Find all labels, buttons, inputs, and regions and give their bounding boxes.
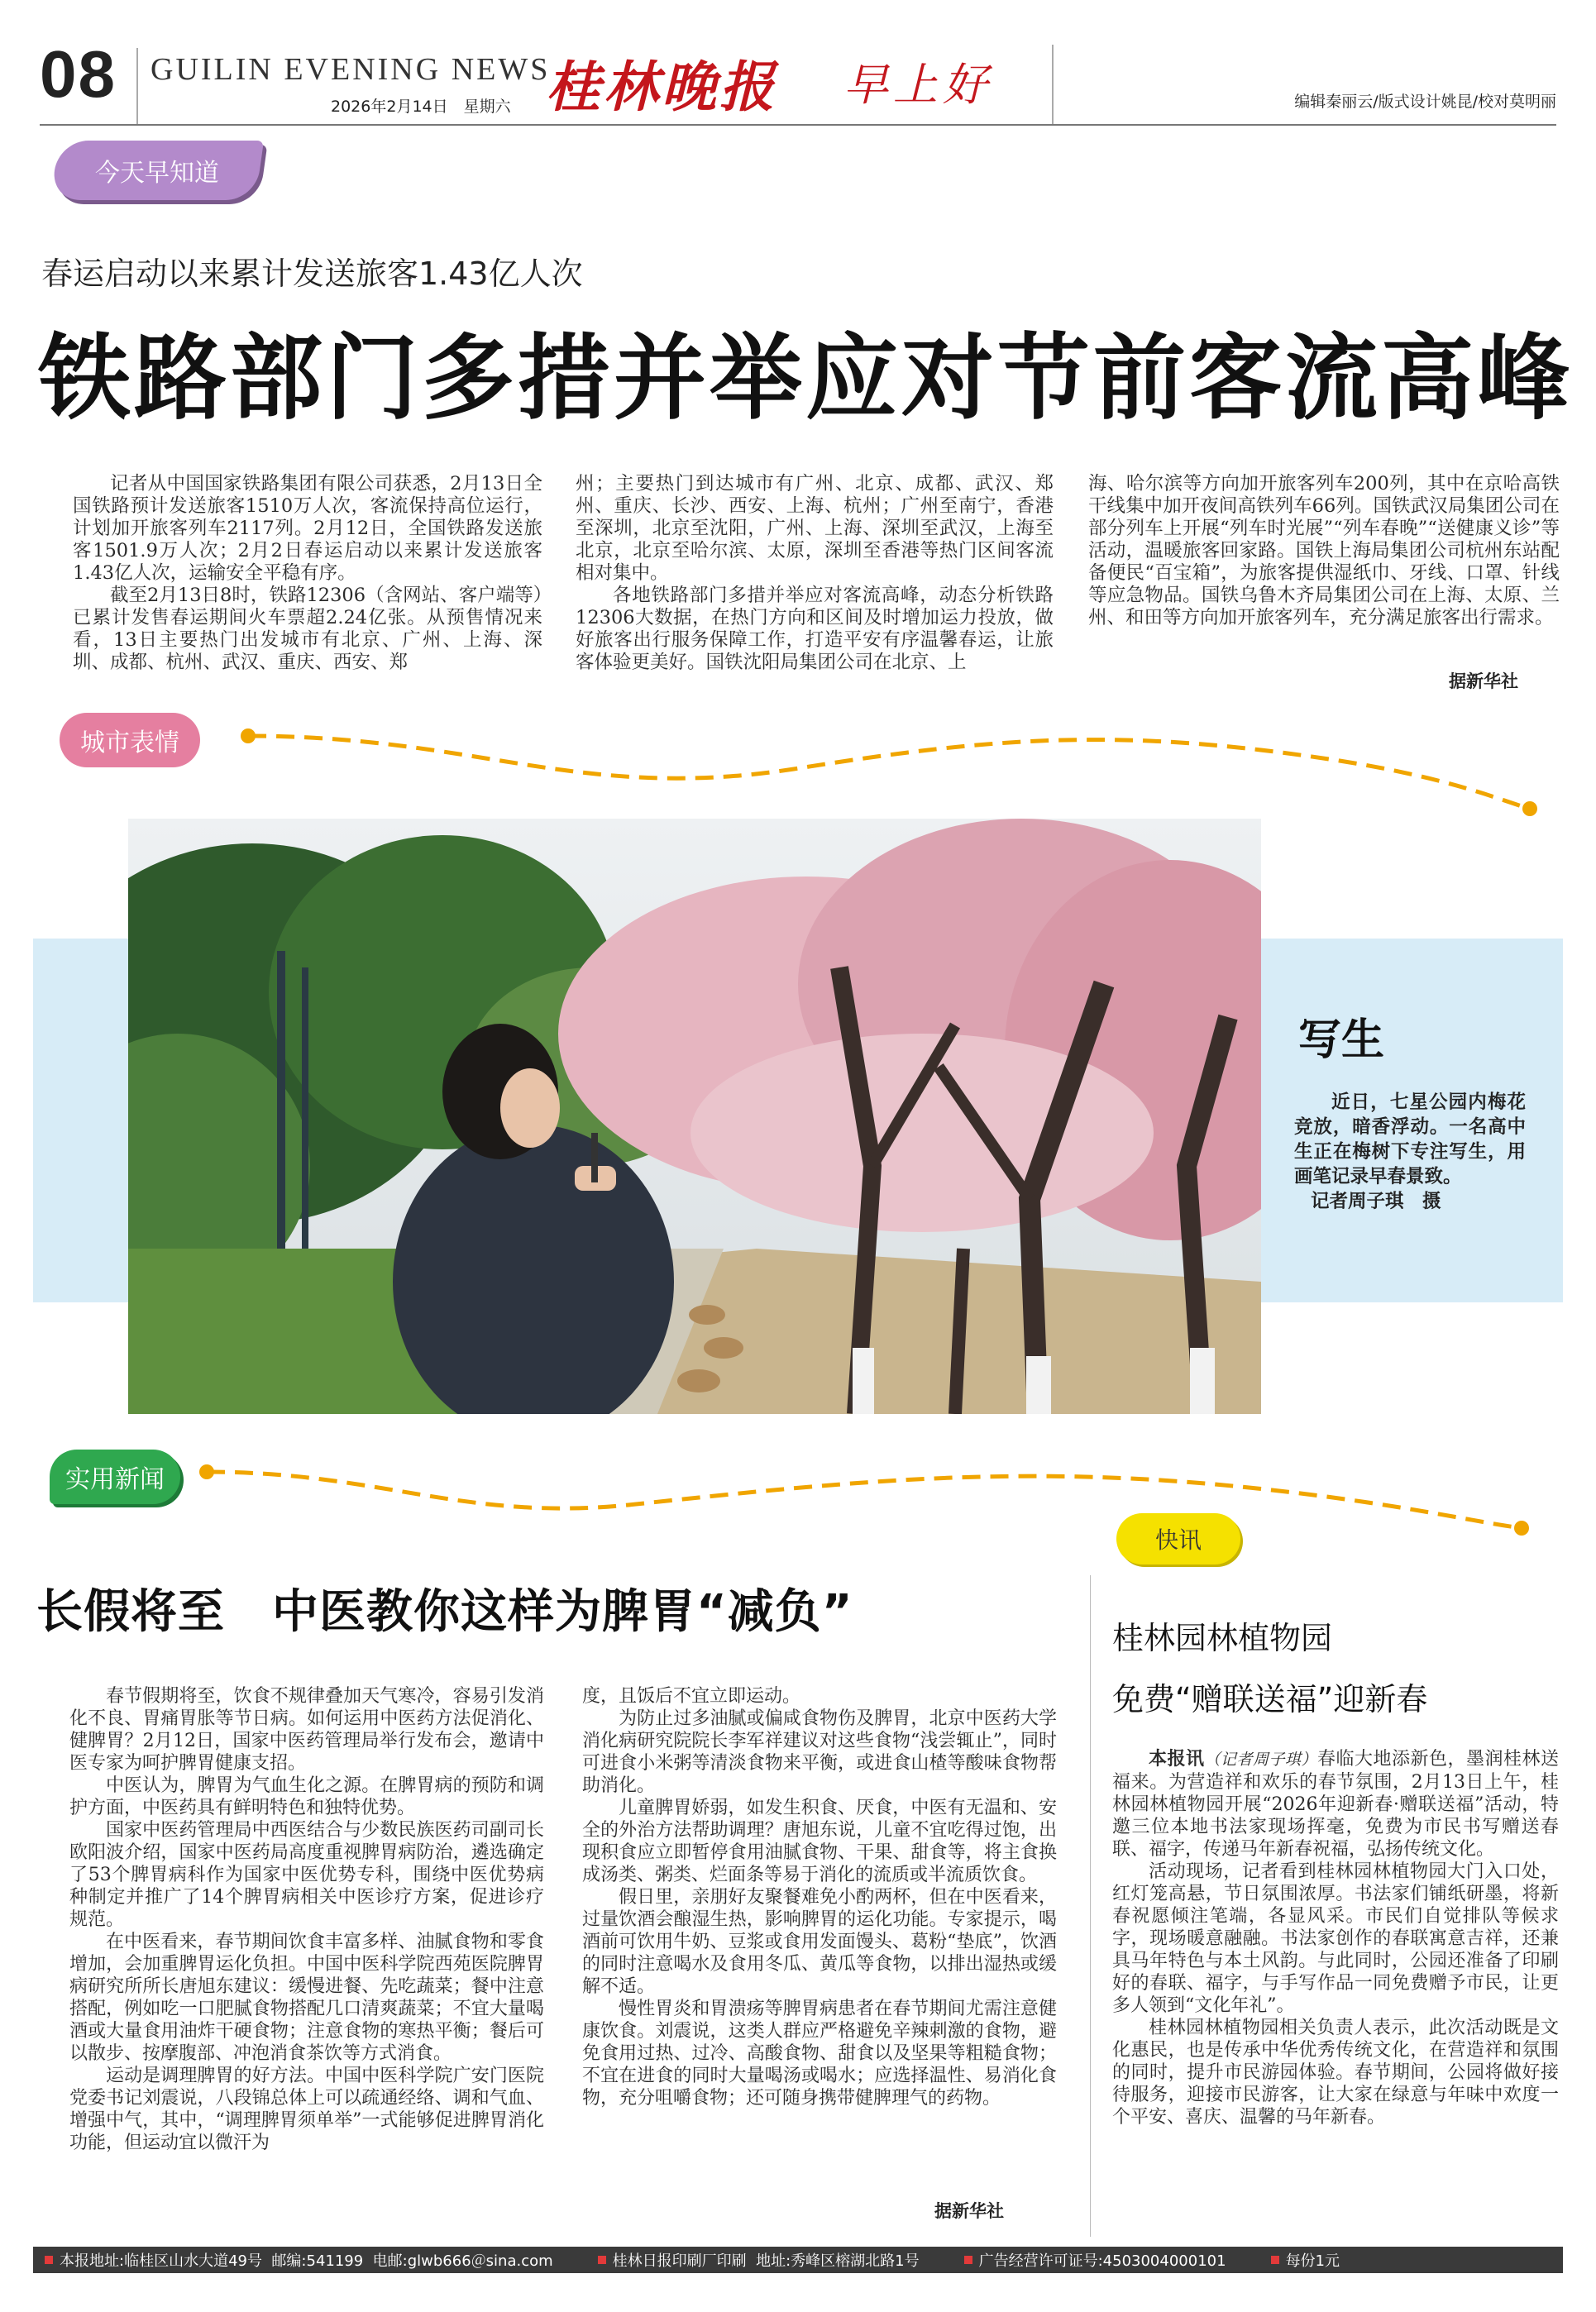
slogan: 早上好 xyxy=(843,59,992,111)
english-paper-name: GUILIN EVENING NEWS xyxy=(151,52,551,87)
lead-kicker: 春运启动以来累计发送旅客1.43亿人次 xyxy=(41,256,583,292)
tcm-column-1: 春节假期将至，饮食不规律叠加天气寒冷，容易引发消化不良、胃痛胃胀等节日病。如何运用中医药方法促消化、健脾胃？2月12日，国家中医药管理局举行发布会，邀请中医专家为呵护脾胃健康支招。 中医认为，脾胃为气血生化之源。在脾胃病的预防和调护方面，中医药具有鲜明特色和独特优势。 国家中医药管理局中西医结合与少数民族医药司副司长欧阳波介绍，国家中医药局高度重视脾胃病防治，遴选确定了53个脾胃病科作为国家中医优势专科，围绕中医优势病种制定并推广了14个脾胃病相关中医诊疗方案，促进诊疗规范。 在中医看来，春节期间饮食丰富多样、油腻食物和零食增加，会加重脾胃运化负担。中国中医科学院西苑医院脾胃病研究所所长唐旭东建议：缓慢进餐、先吃蔬菜；餐中注意搭配，例如吃一口肥腻食物搭配几口清爽蔬菜；不宜大量喝酒或大量食用油炸干硬食物；注意食物的寒热平衡；餐后可以散步、按摩腹部、冲泡消食茶饮等方式消食。 运动是调理脾胃的好方法。中国中医科学院广安门医院党委书记刘震说，八段锦总体上可以疏通经络、调和气血、增强中气，其中，“调理脾胃须单举”一式能够促进脾胃消化功能，但运动宜以微汗为 xyxy=(69,1686,544,2153)
page-number: 08 xyxy=(40,37,117,111)
lead-headline: 铁路部门多措并举应对节前客流高峰 xyxy=(38,325,1573,432)
footer-address: 本报地址:临桂区山水大道49号 邮编:541199 电邮:glwb666＠sina.com xyxy=(33,2249,553,2271)
plum-blossom-photo xyxy=(128,819,1261,1414)
editor-credits: 编辑秦丽云/版式设计姚昆/校对莫明丽 xyxy=(1294,93,1556,111)
section-tag-city: 城市表情 xyxy=(60,713,200,767)
photo-title: 写生 xyxy=(1298,1015,1385,1065)
lead-column-1: 记者从中国国家铁路集团有限公司获悉，2月13日全国铁路预计发送旅客1510万人次，客流保持高位运行，计划加开旅客列车2117列。2月12日，全国铁路发送旅客1501.9万人次；2月2日春运启动以来累计发送旅客1.43亿人次，运输安全平稳有序。 截至2月13日8时，铁路12306（含网站、客户端等）已累计发售春运期间火车票超2.24亿张。从预售情况来看，13日主要热门出发城市有北京、广州、上海、深圳、成都、杭州、武汉、重庆、西安、郑 xyxy=(73,473,542,673)
brief-body: 本报讯（记者周子琪）春临大地添新色，墨润桂林送福来。为营造祥和欢乐的春节氛围，2月13日上午，桂林园林植物园开展“2026年迎新春·赠联送福”活动，特邀三位本地书法家现场挥毫，免费为市民书写赠送春联、福字，传递马年新春祝福，弘扬传统文化。 活动现场，记者看到桂林园林植物园大门入口处，红灯笼高悬，节日氛围浓厚。书法家们铺纸研墨，将新春祝愿倾注笔端，各显风采。市民们自觉排队等候求字，现场暖意融融。书法家创作的春联寓意吉祥，还兼具马年特色与本土风韵。与此同时，公园还准备了印刷好的春联、福字，与手写作品一同免费赠予市民，让更多人领到“文化年礼”。 桂林园林植物园相关负责人表示，此次活动既是文化惠民，也是传承中华优秀传统文化，在营造祥和氛围的同时，提升市民游园体验。春节期间，公园将做好接待服务，迎接市民游客，让大家在绿意与年味中欢度一个平安、喜庆、温馨的马年新春。 xyxy=(1112,1748,1559,2128)
tcm-column-2: 度，且饭后不宜立即运动。 为防止过多油腻或偏咸食物伤及脾胃，北京中医药大学消化病研究院院长李军祥建议对这些食物“浅尝辄止”，同时可进食小米粥等清淡食物来平衡，或进食山楂等酸味食物帮助消化。 儿童脾胃娇弱，如发生积食、厌食，中医有无温和、安全的外治方法帮助调理？唐旭东说，儿童不宜吃得过饱，出现积食应立即暂停食用油腻食物、干果、甜食等，将主食换成汤类、粥类、烂面条等易于消化的流质或半流质饮食。 假日里，亲朋好友聚餐难免小酌两杯，但在中医看来，过量饮酒会酿湿生热，影响脾胃的运化功能。专家提示，喝酒前可饮用牛奶、豆浆或食用发面馒头、葛粉“垫底”，饮酒的同时注意喝水及食用冬瓜、黄瓜等食物，以排出湿热或缓解不适。 慢性胃炎和胃溃疡等脾胃病患者在春节期间尤需注意健康饮食。刘震说，这类人群应严格避免辛辣刺激的食物，避免食用过热、过冷、高酸食物、甜食以及坚果等粗糙食物；不宜在进食的同时大量喝汤或喝水；应选择温性、易消化食物，充分咀嚼食物；还可随身携带健脾理气的药物。 xyxy=(582,1686,1057,2109)
brief-title-line-2: 免费“赠联送福”迎新春 xyxy=(1112,1681,1428,1717)
masthead-divider-right xyxy=(1052,45,1054,124)
brief-lead-author: （记者周子琪） xyxy=(1204,1751,1317,1769)
lead-column-2: 州；主要热门到达城市有广州、北京、成都、武汉、郑州、重庆、长沙、西安、上海、杭州；广州至南宁，香港至深圳，北京至沈阳，广州、上海、深圳至武汉，上海至北京，北京至哈尔滨、太原，深圳至香港等热门区间客流相对集中。 各地铁路部门多措并举应对客流高峰，动态分析铁路12306大数据，在热门方向和区间及时增加运力投放，做好旅客出行服务保障工作，打造平安有序温馨春运，让旅客体验更美好。国铁沈阳局集团公司在北京、上 xyxy=(576,473,1054,673)
column-separator xyxy=(1090,1575,1091,2237)
footer-bar xyxy=(33,2247,1563,2273)
tcm-headline: 长假将至 中医教你这样为脾胃“减负” xyxy=(36,1585,853,1639)
photo-caption: 近日，七星公园内梅花竞放，暗香浮动。一名高中生正在梅树下专注写生，用画笔记录早春景致。 记者周子琪 摄 xyxy=(1294,1092,1526,1212)
paper-name-logo: 桂林晚报 xyxy=(546,55,777,119)
tcm-source: 据新华社 xyxy=(934,2201,1004,2221)
city-wave-divider xyxy=(50,703,1571,819)
footer-printer: 桂林日报印刷厂印刷 地址:秀峰区榕湖北路1号 xyxy=(586,2249,920,2271)
news-wave-divider xyxy=(33,1439,1571,1538)
brief-lead-label: 本报讯 xyxy=(1149,1748,1205,1770)
section-tag-news: 实用新闻 xyxy=(50,1450,180,1504)
section-tag-today: 今天早知道 xyxy=(50,141,264,200)
masthead-divider xyxy=(136,48,138,124)
footer-price: 每份1元 xyxy=(1259,2249,1340,2271)
issue-date: 2026年2月14日 星期六 xyxy=(331,98,511,116)
section-tag-flash: 快讯 xyxy=(1116,1513,1240,1564)
footer-license: 广告经营许可证号:4503004000101 xyxy=(953,2249,1226,2271)
lead-column-3: 海、哈尔滨等方向加开旅客列车200列，其中在京哈高铁干线集中加开夜间高铁列车66列。国铁武汉局集团公司在部分列车上开展“列车时光展”“列车春晚”“送健康义诊”等活动，温暖旅客回家路。国铁上海局集团公司杭州东站配备便民“百宝箱”，为旅客提供湿纸巾、牙线、口罩、针线等应急物品。国铁乌鲁木齐局集团公司在上海、太原、兰州、和田等方向加开旅客列车，充分满足旅客出行需求。 xyxy=(1088,473,1560,628)
masthead-rule xyxy=(40,124,1556,126)
lead-source: 据新华社 xyxy=(1449,671,1518,691)
brief-title-line-1: 桂林园林植物园 xyxy=(1112,1620,1333,1656)
